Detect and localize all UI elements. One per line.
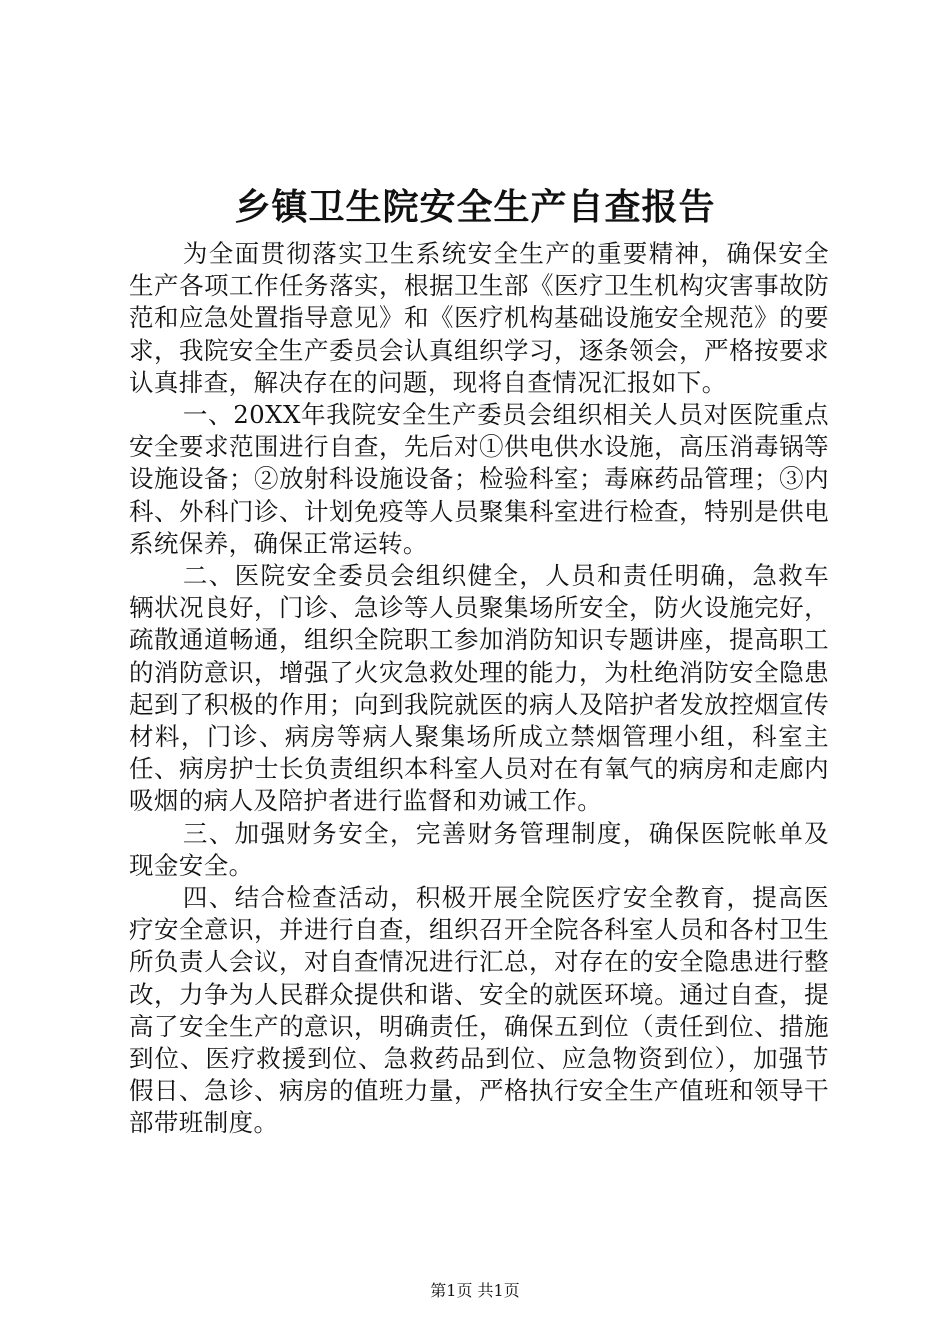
document-title: 乡镇卫生院安全生产自查报告 bbox=[234, 187, 716, 228]
paragraph-section-4: 四、结合检查活动，积极开展全院医疗安全教育，提高医疗安全意识，并进行自查，组织召开全院各科室人员和各村卫生所负责人会议，对自查情况进行汇总，对存在的安全隐患进行整改，力争为人民群众提供和谐、安全的就医环境。通过自查，提高了安全生产的意识，明确责任，确保五到位（责任到位、措施到位、医疗救援到位、急救药品到位、应急物资到位），加强节假日、急诊、病房的值班力量，严格执行安全生产值班和领导干部带班制度。 bbox=[129, 883, 829, 1138]
paragraph-section-1: 一、20XX年我院安全生产委员会组织相关人员对医院重点安全要求范围进行自查，先后对①供电供水设施，高压消毒锅等设施设备；②放射科设施设备；检验科室；毒麻药品管理；③内科、外科门诊、计划免疫等人员聚集科室进行检查，特别是供电系统保养，确保正常运转。 bbox=[129, 400, 829, 558]
paragraph-intro: 为全面贯彻落实卫生系统安全生产的重要精神，确保安全生产各项工作任务落实，根据卫生部《医疗卫生机构灾害事故防范和应急处置指导意见》和《医疗机构基础设施安全规范》的要求，我院安全生产委员会认真组织学习，逐条领会，严格按要求认真排查，解决存在的问题，现将自查情况汇报如下。 bbox=[129, 239, 829, 397]
paragraph-section-3: 三、加强财务安全，完善财务管理制度，确保医院帐单及现金安全。 bbox=[129, 818, 829, 880]
document-body bbox=[129, 238, 829, 1140]
page-footer: 第1页 共1页 bbox=[430, 1281, 520, 1300]
paragraph-section-2: 二、医院安全委员会组织健全，人员和责任明确，急救车辆状况良好，门诊、急诊等人员聚集场所安全，防火设施完好，疏散通道畅通，组织全院职工参加消防知识专题讲座，提高职工的消防意识，增强了火灾急救处理的能力，为杜绝消防安全隐患起到了积极的作用；向到我院就医的病人及陪护者发放控烟宣传材料，门诊、病房等病人聚集场所成立禁烟管理小组，科室主任、病房护士长负责组织本科室人员对在有氧气的病房和走廊内吸烟的病人及陪护者进行监督和劝诫工作。 bbox=[129, 561, 829, 816]
